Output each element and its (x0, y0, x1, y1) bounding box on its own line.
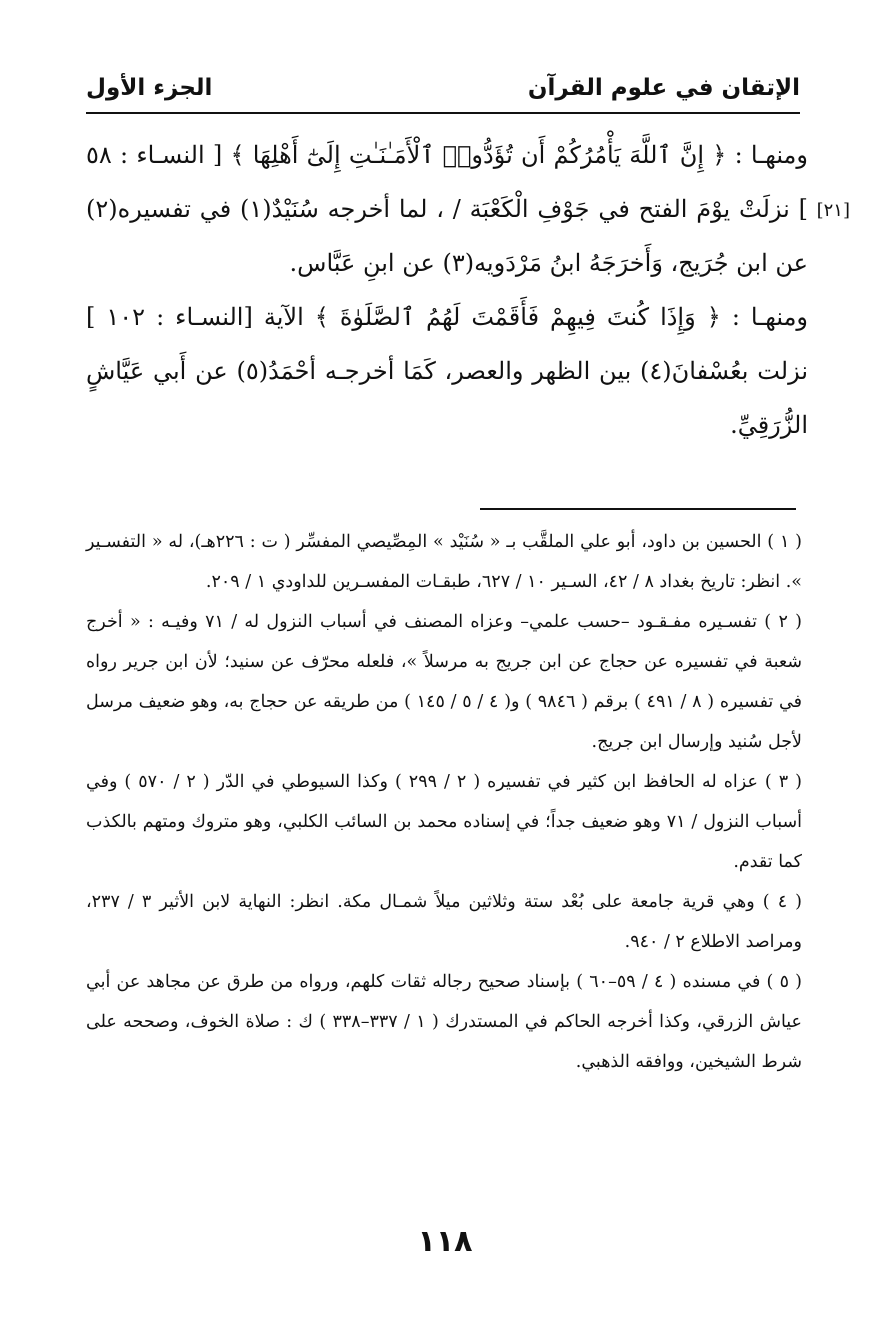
volume-label: الجزء الأول (86, 75, 213, 101)
paragraph-1-lead: ومنهـا : (734, 141, 809, 169)
quran-verse-2: ﴿ وَإِذَا كُنتَ فِيهِمْ فَأَقَمْتَ لَهُمُ ٱلصَّلَوٰةَ ﴾ (314, 303, 721, 331)
footnote-2: ( ٢ ) تفسـيره مفـقـود –حسب علمي– وعزاه المصنف في أسباب النزول له / ٧١ وفيـه : « أخرج شعبة في تفسيره عن حجاج عن ابن جريج به مرسلاً »، فلعله محرّف عن سنيد؛ لأن ابن جرير رواه في تفسيره ( ٨ / ٤٩١ ) برقم ( ٩٨٤٦ ) و( ٤ / ٥ / ١٤٥ ) من طريقه عن حجاج به، وهو ضعيف مرسل لأجل سُنيد وإرسال ابن جريج. (86, 612, 802, 752)
margin-page-marker: [٢١] (816, 200, 850, 221)
footnote-1: ( ١ ) الحسين بن داود، أبو علي الملقَّب بـ « سُنَيْد » المِصِّيصي المفسِّر ( ت : ٢٢٦هـ)، له « التفسـير ». انظر: تاريخ بغداد ٨ / ٤٢، السـير ١٠ / ٦٢٧، طبقـات المفسـرين للداودي ١ / ٢٠٩. (86, 532, 802, 592)
paragraph-1-text: [ النسـاء : ٥٨ ] نزلَتْ يوْمَ الفتح في جَوْفِ الْكَعْبَة / ، لما أخرجه سُنَيْدٌ(١) في تفسيره(٢) عن ابن جُرَيج، وَأَخرَجَهُ ابنُ مَرْدَويه(٣) عن ابنِ عَبَّاس. (86, 141, 809, 277)
paragraph-2-lead: ومنهـا : (731, 303, 809, 331)
book-title: الإتقان في علوم القرآن (527, 75, 800, 101)
paragraph-2-text: الآية [النسـاء : ١٠٢ ] نزلت بعُسْفانَ(٤) بين الظهر والعصر، كَمَا أخرجـه أحْمَدُ(٥) عن أَبي عَيَّاشٍ الزُّرَقِيِّ. (86, 303, 808, 439)
footnote-3: ( ٣ ) عزاه له الحافظ ابن كثير في تفسيره ( ٢ / ٢٩٩ ) وكذا السيوطي في الدّر ( ٢ / ٥٧٠ ) وفي أسباب النزول / ٧١ وهو ضعيف جداً؛ في إسناده محمد بن السائب الكلبي، وهو متروك ومتهم بالكذب كما تقدم. (86, 772, 802, 872)
footnote-4: ( ٤ ) وهي قرية جامعة على بُعْد ستة وثلاثين ميلاً شمـال مكة. انظر: النهاية لابن الأثير ٣ / ٢٣٧، ومراصد الاطلاع ٢ / ٩٤٠. (86, 892, 802, 952)
footnote-divider (480, 508, 796, 510)
running-header (86, 66, 800, 110)
quran-verse-1: ﴿ إِنَّ ٱللَّهَ يَأْمُرُكُمْ أَن تُؤَدُّوا۟ ٱلْأَمَـٰنَـٰتِ إِلَىٰٓ أَهْلِهَا ﴾ (230, 141, 727, 169)
footnote-5: ( ٥ ) في مسنده ( ٤ / ٥٩–٦٠ ) بإسناد صحيح رجاله ثقات كلهم، ورواه من طرق عن مجاهد عن أبي عياش الزرقي، وكذا أخرجه الحاكم في المستدرك ( ١ / ٣٣٧–٣٣٨ ) ك : صلاة الخوف، وصححه على شرط الشيخين، ووافقه الذهبي. (86, 972, 803, 1072)
header-divider (86, 112, 800, 114)
footnotes (86, 522, 802, 1082)
paragraph-1 (86, 128, 808, 290)
paragraph-2 (86, 290, 808, 452)
page-number: ١١٨ (417, 1224, 473, 1259)
main-text (86, 128, 808, 452)
